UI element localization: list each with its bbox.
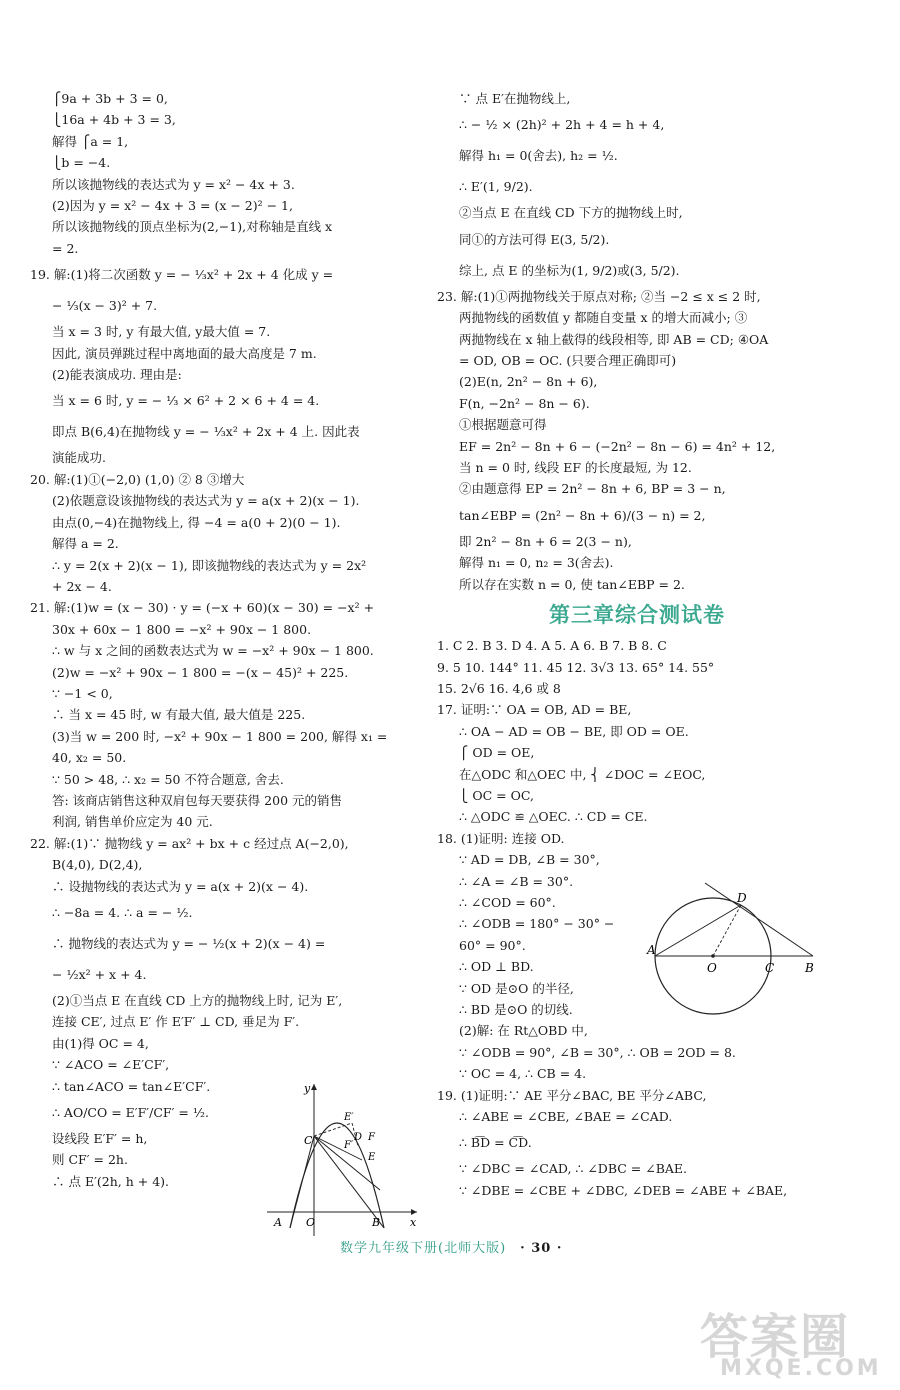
fig1-label-a: A	[274, 1216, 282, 1229]
footer-book-title: 数学九年级下册(北师大版)	[340, 1241, 507, 1256]
right-line: 9. 5 10. 144° 11. 45 12. 3√3 13. 65° 14. 55°	[437, 659, 715, 675]
left-line: 利润, 销售单价应定为 40 元.	[52, 814, 213, 830]
right-line: 当 n = 0 时, 线段 EF 的长度最短, 为 12.	[459, 460, 692, 476]
left-line: 所以该抛物线的表达式为 y = x² − 4x + 3.	[52, 176, 295, 192]
fig2-label-d: D	[737, 891, 747, 905]
watermark-logo: 答案圈	[700, 1309, 851, 1365]
left-line: − ½x² + x + 4.	[52, 967, 147, 982]
left-line: 答: 该商店销售这种双肩包每天要获得 200 元的销售	[52, 792, 342, 808]
right-line: ①根据题意可得	[459, 417, 547, 433]
right-line: 19. (1)证明:∵ AE 平分∠BAC, BE 平分∠ABC,	[437, 1087, 707, 1103]
right-line: ∵ OC = 4, ∴ CB = 4.	[459, 1066, 587, 1082]
left-line: + 2x − 4.	[52, 578, 112, 594]
left-line: 解得 a = 2.	[52, 536, 119, 552]
right-line: ∴ OD ⊥ BD.	[459, 959, 534, 975]
fig2-label-c: C	[765, 961, 775, 975]
left-line: 解得 ⎧a = 1,	[52, 133, 129, 149]
right-line: F(n, −2n² − 8n − 6).	[459, 395, 590, 411]
left-line: (2)依题意设该抛物线的表达式为 y = a(x + 2)(x − 1).	[52, 493, 360, 509]
fig1-label-x: x	[410, 1216, 417, 1229]
right-line: ∴ ∠A = ∠B = 30°.	[459, 873, 574, 889]
left-line: = 2.	[52, 240, 79, 256]
fig1-label-b: B	[372, 1216, 381, 1229]
right-line: 即 2n² − 8n + 6 = 2(3 − n),	[459, 533, 632, 549]
left-line: 连接 CE′, 过点 E′ 作 E′F′ ⊥ CD, 垂足为 F′.	[52, 1014, 300, 1030]
right-line: = OD, OB = OC. (只要合理正确即可)	[459, 353, 677, 369]
left-line: 30x + 60x − 1 800 = −x² + 90x − 1 800.	[52, 621, 312, 637]
right-line: ∴ ∠ABE = ∠CBE, ∠BAE = ∠CAD.	[459, 1109, 673, 1125]
right-line: ∴ OA − AD = OB − BE, 即 OD = OE.	[459, 723, 689, 739]
left-line: 19. 解:(1)将二次函数 y = − ⅓x² + 2x + 4 化成 y =	[30, 267, 334, 283]
right-line: 第三章综合测试卷	[549, 603, 725, 628]
right-line: ∵ AD = DB, ∠B = 30°,	[459, 852, 600, 868]
left-line: ⎩b = −4.	[52, 155, 111, 171]
left-line: 22. 解:(1)∵ 抛物线 y = ax² + bx + c 经过点 A(−2,0),	[30, 835, 349, 851]
right-line: EF = 2n² − 8n + 6 − (−2n² − 8n − 6) = 4n² + 12,	[459, 438, 776, 454]
fig1-label-y: y	[304, 1082, 311, 1095]
left-line: ∴ AO/CO = E′F′/CF′ = ½.	[52, 1105, 209, 1121]
right-line: 在△ODC 和△OEC 中, ⎨ ∠DOC = ∠EOC,	[459, 766, 706, 782]
circle-tangent-figure	[645, 878, 825, 1038]
right-line: ⎩ OC = OC,	[459, 787, 534, 803]
right-line: ∴ E′(1, 9/2).	[459, 179, 533, 195]
watermark-url: MXQE.COM	[720, 1356, 882, 1381]
fig2-label-b: B	[805, 961, 814, 975]
right-line: 60° = 90°.	[459, 937, 526, 953]
right-line: 18. (1)证明: 连接 OD.	[437, 830, 565, 846]
left-line: ∴ w 与 x 之间的函数表达式为 w = −x² + 90x − 1 800.	[52, 643, 374, 659]
left-line: ∴ 当 x = 45 时, w 有最大值, 最大值是 225.	[52, 707, 306, 723]
left-line: ∴ tan∠ACO = tan∠E′CF′.	[52, 1078, 211, 1094]
right-line: ∴ ∠ODB = 180° − 30° −	[459, 916, 615, 932]
right-line: (2)E(n, 2n² − 8n + 6),	[459, 374, 598, 390]
left-line: ⎩16a + 4b + 3 = 3,	[52, 112, 176, 128]
left-line: 由(1)得 OC = 4,	[52, 1035, 149, 1051]
left-column	[30, 88, 425, 1192]
right-line: ∵ ∠ODB = 90°, ∠B = 30°, ∴ OB = 2OD = 8.	[459, 1044, 736, 1060]
left-line: ∵ 50 > 48, ∴ x₂ = 50 不符合题意, 舍去.	[52, 771, 284, 787]
page-number: · 30 ·	[520, 1241, 563, 1256]
left-line: − ⅓(x − 3)² + 7.	[52, 298, 158, 314]
right-line: ②当点 E 在直线 CD 下方的抛物线上时,	[459, 205, 683, 221]
left-line: ∴ −8a = 4. ∴ a = − ½.	[52, 905, 193, 920]
left-line: (2)①当点 E 在直线 CD 上方的抛物线上时, 记为 E′,	[52, 993, 343, 1008]
left-line: ∵ ∠ACO = ∠E′CF′,	[52, 1057, 170, 1073]
page-footer	[340, 1237, 562, 1256]
left-line: 40, x₂ = 50.	[52, 750, 127, 766]
fig2-label-o: O	[707, 961, 717, 975]
left-line: ∴ 点 E′(2h, h + 4).	[52, 1173, 170, 1189]
left-line: 演能成功.	[52, 450, 106, 466]
right-line: ∴ ∠COD = 60°.	[459, 894, 556, 910]
left-line: 即点 B(6,4)在抛物线 y = − ⅓x² + 2x + 4 上. 因此表	[52, 424, 360, 440]
right-line: (2)解: 在 Rt△OBD 中,	[459, 1023, 588, 1039]
left-line: ∴ 抛物线的表达式为 y = − ½(x + 2)(x − 4) =	[52, 936, 326, 951]
right-line: ∴ − ½ × (2h)² + 2h + 4 = h + 4,	[459, 117, 665, 133]
fig1-label-f: F	[368, 1132, 375, 1143]
fig1-label-e: E	[368, 1152, 376, 1163]
fig1-label-f1: F′	[344, 1140, 354, 1151]
left-line: 所以该抛物线的顶点坐标为(2,−1),对称轴是直线 x	[52, 219, 333, 235]
right-line: ∴ BD 是⊙O 的切线.	[459, 1002, 573, 1017]
right-line: 解得 n₁ = 0, n₂ = 3(舍去).	[459, 555, 614, 571]
left-line: 设线段 E′F′ = h,	[52, 1131, 148, 1147]
left-line: (2)能表演成功. 理由是:	[52, 367, 182, 383]
right-line: 同①的方法可得 E(3, 5/2).	[459, 231, 610, 247]
right-line: 两抛物线在 x 轴上截得的线段相等, 即 AB = CD; ④OA	[459, 331, 769, 347]
left-line: ∴ y = 2(x + 2)(x − 1), 即该抛物线的表达式为 y = 2x²	[52, 557, 367, 573]
right-line: 15. 2√6 16. 4,6 或 8	[437, 680, 561, 696]
right-line: ∵ 点 E′在抛物线上,	[459, 91, 571, 106]
right-line: 两抛物线的函数值 y 都随自变量 x 的增大而减小; ③	[459, 310, 748, 326]
right-line: ∵ OD 是⊙O 的半径,	[459, 980, 574, 996]
left-line: B(4,0), D(2,4),	[52, 857, 143, 873]
left-line: 21. 解:(1)w = (x − 30) · y = (−x + 60)(x − 30) = −x² +	[30, 600, 375, 616]
right-line: ∴ △ODC ≌ △OEC. ∴ CD = CE.	[459, 809, 648, 825]
right-line: 17. 证明:∵ OA = OB, AD = BE,	[437, 702, 632, 718]
right-line: tan∠EBP = (2n² − 8n + 6)/(3 − n) = 2,	[459, 507, 706, 523]
left-line: (3)当 w = 200 时, −x² + 90x − 1 800 = 200, 解得 x₁ =	[52, 728, 388, 744]
left-line: 则 CF′ = 2h.	[52, 1152, 128, 1168]
left-line: ∴ 设抛物线的表达式为 y = a(x + 2)(x − 4).	[52, 878, 309, 894]
right-line: ∴ B͡D = C͡D.	[459, 1135, 532, 1151]
right-line: 综上, 点 E 的坐标为(1, 9/2)或(3, 5/2).	[459, 262, 680, 278]
fig1-label-e1: E′	[344, 1112, 354, 1123]
right-line: 解得 h₁ = 0(舍去), h₂ = ½.	[459, 148, 618, 164]
parabola-figure	[262, 1078, 422, 1238]
fig1-label-d: D	[354, 1132, 363, 1143]
left-line: 由点(0,−4)在抛物线上, 得 −4 = a(0 + 2)(0 − 1).	[52, 514, 341, 530]
left-line: 当 x = 6 时, y = − ⅓ × 6² + 2 × 6 + 4 = 4.	[52, 393, 320, 409]
right-line: 1. C 2. B 3. D 4. A 5. A 6. B 7. B 8. C	[437, 638, 667, 654]
left-line: (2)因为 y = x² − 4x + 3 = (x − 2)² − 1,	[52, 198, 293, 214]
left-line: 当 x = 3 时, y 有最大值, y最大值 = 7.	[52, 324, 271, 340]
right-line: ②由题意得 EP = 2n² − 8n + 6, BP = 3 − n,	[459, 481, 726, 497]
fig1-label-o: O	[306, 1216, 316, 1229]
fig1-label-c: C	[304, 1134, 313, 1147]
right-line: 23. 解:(1)①两抛物线关于原点对称; ②当 −2 ≤ x ≤ 2 时,	[437, 288, 761, 304]
left-line: ⎧9a + 3b + 3 = 0,	[52, 91, 168, 106]
left-line: ∵ −1 < 0,	[52, 685, 113, 701]
left-line: 因此, 演员弹跳过程中离地面的最大高度是 7 m.	[52, 345, 317, 361]
right-line: 所以存在实数 n = 0, 使 tan∠EBP = 2.	[459, 576, 685, 592]
right-line: ⎧ OD = OE,	[459, 745, 535, 761]
fig2-label-a: A	[647, 943, 656, 957]
left-line: (2)w = −x² + 90x − 1 800 = −(x − 45)² + 225.	[52, 664, 349, 680]
right-line: ∵ ∠DBE = ∠CBE + ∠DBC, ∠DEB = ∠ABE + ∠BAE,	[459, 1182, 788, 1198]
left-line: 20. 解:(1)①(−2,0) (1,0) ② 8 ③增大	[30, 471, 245, 487]
right-line: ∵ ∠DBC = ∠CAD, ∴ ∠DBC = ∠BAE.	[459, 1161, 688, 1177]
